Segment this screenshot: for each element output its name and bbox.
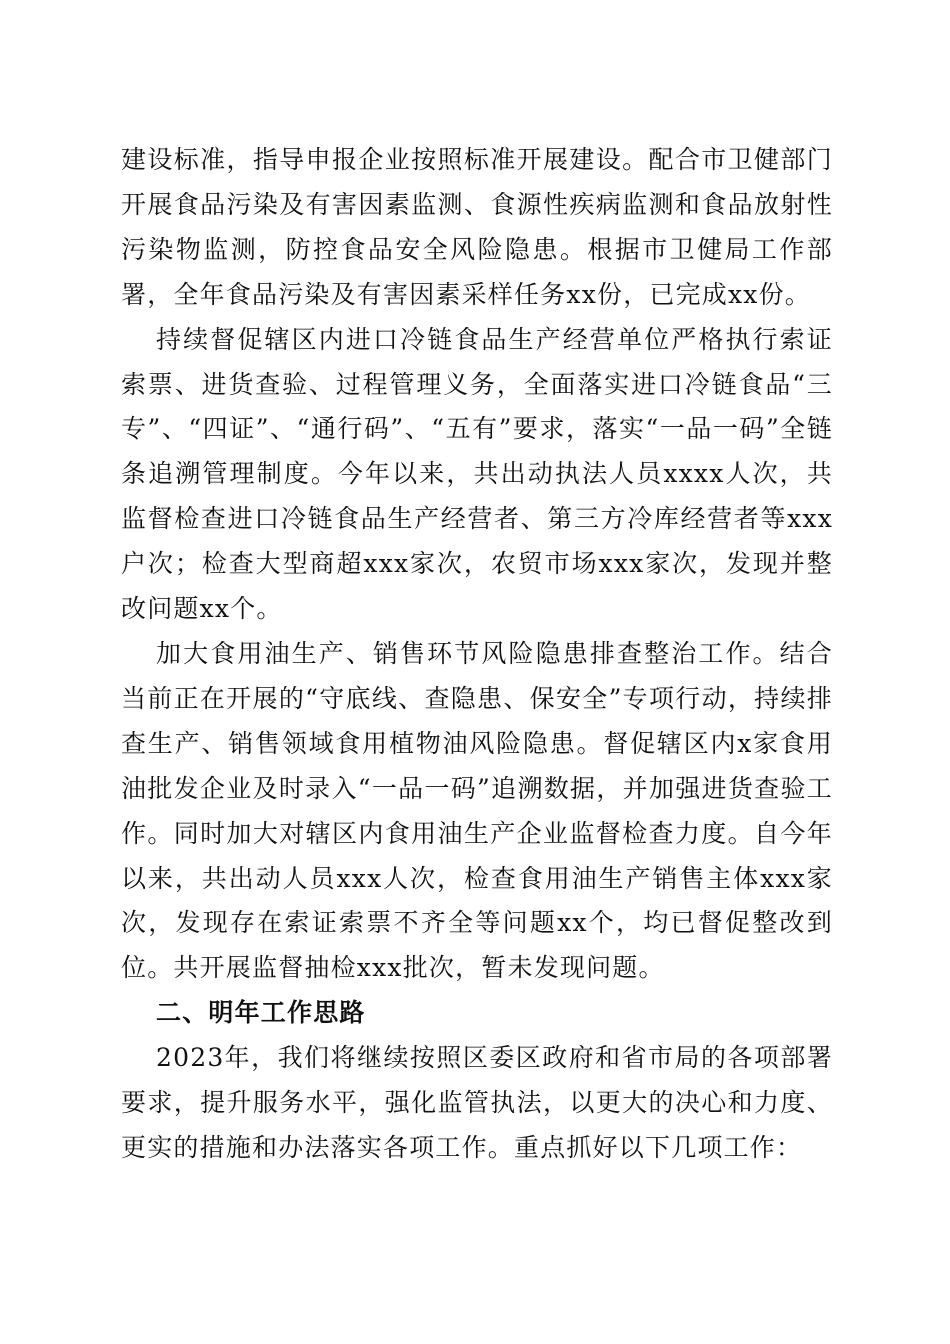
paragraph-standards-monitoring: 建设标准，指导申报企业按照标准开展建设。配合市卫健部门开展食品污染及有害因素监测、食源性疾病监测和食品放射性污染物监测，防控食品安全风险隐患。根据市卫健局工作部署，全年食品污染及有害因素采样任务xx份，已完成xx份。 xyxy=(121,145,833,309)
section-heading: 二、明年工作思路 xyxy=(156,998,366,1028)
document-body xyxy=(121,138,833,1171)
paragraph-next-year-plan: 2023年，我们将继续按照区委区政府和省市局的各项部署要求，提升服务水平，强化监管执法，以更大的决心和力度、更实的措施和办法落实各项工作。重点抓好以下几项工作： xyxy=(121,1043,833,1162)
paragraph-cold-chain: 持续督促辖区内进口冷链食品生产经营单位严格执行索证索票、进货查验、过程管理义务，全面落实进口冷链食品“三专”、“四证”、“通行码”、“五有”要求，落实“一品一码”全链条追溯管理制度。今年以来，共出动执法人员xxxx人次，共监督检查进口冷链食品生产经营者、第三方冷库经营者等xxx户次；检查大型商超xxx家次，农贸市场xxx家次，发现并整改问题xx个。 xyxy=(121,324,833,624)
paragraph-edible-oil: 加大食用油生产、销售环节风险隐患排查整治工作。结合当前正在开展的“守底线、查隐患、保安全”专项行动，持续排查生产、销售领域食用植物油风险隐患。督促辖区内x家食用油批发企业及时录入“一品一码”追溯数据，并加强进货查验工作。同时加大对辖区内食用油生产企业监督检查力度。自今年以来，共出动人员xxx人次，检查食用油生产销售主体xxx家次，发现存在索证索票不齐全等问题xx个，均已督促整改到位。共开展监督抽检xxx批次，暂未发现问题。 xyxy=(121,638,833,983)
